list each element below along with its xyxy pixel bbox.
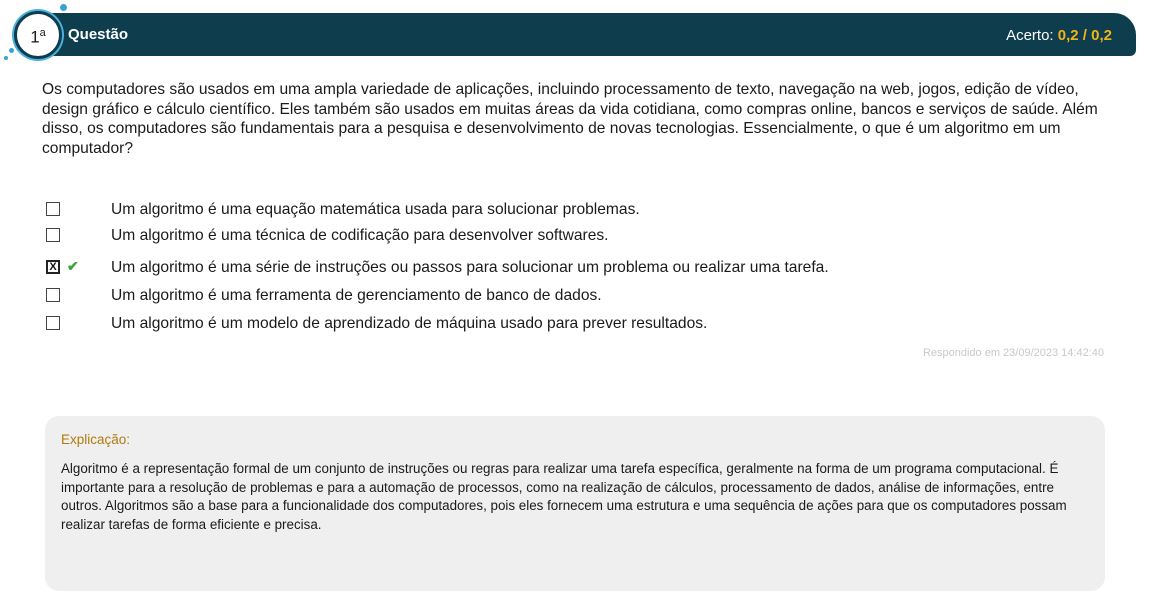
badge-decoration-dot bbox=[4, 56, 8, 60]
option-3[interactable] bbox=[46, 259, 1106, 279]
correct-check-icon: ✔ bbox=[67, 258, 79, 274]
option-checkbox[interactable] bbox=[46, 288, 60, 302]
question-text: Os computadores são usados em uma ampla variedade de aplicações, incluindo processamento de texto, navegação na web, jogos, edição de vídeo, design gráfico e cálculo científico. Eles também são usados em muitas áreas da vida cotidiana, como compras online, bancos e serviços de saúde. Além disso, os computadores são fundamentais para a pesquisa e desenvolvimento de novas tecnologias. Essencialmente, o que é um algoritmo em um computador? bbox=[42, 81, 1098, 157]
explanation-panel bbox=[45, 416, 1105, 591]
option-checkbox[interactable] bbox=[46, 202, 60, 216]
option-1[interactable] bbox=[46, 201, 1106, 221]
option-label: Um algoritmo é um modelo de aprendizado de máquina usado para prever resultados. bbox=[111, 315, 708, 332]
score-display bbox=[1006, 27, 1112, 44]
score-label: Acerto: bbox=[1006, 27, 1054, 44]
badge-decoration-dot bbox=[60, 4, 67, 11]
option-checkbox[interactable] bbox=[46, 228, 60, 242]
option-checkbox-checked[interactable]: X bbox=[46, 260, 60, 274]
answered-timestamp: Respondido em 23/09/2023 14:42:40 bbox=[922, 347, 1104, 359]
question-title: Questão bbox=[68, 26, 129, 43]
badge-decoration-dot bbox=[9, 48, 14, 53]
option-label: Um algoritmo é uma equação matemática usada para solucionar problemas. bbox=[111, 201, 640, 218]
question-number: 1$^a$ bbox=[30, 27, 46, 47]
question-number-badge bbox=[14, 11, 62, 59]
option-label: Um algoritmo é uma técnica de codificação para desenvolver softwares. bbox=[111, 227, 609, 244]
option-label: Um algoritmo é uma ferramenta de gerenciamento de banco de dados. bbox=[111, 287, 602, 304]
option-checkbox[interactable] bbox=[46, 316, 60, 330]
explanation-text: Algoritmo é a representação formal de um conjunto de instruções ou regras para realizar uma tarefa específica, geralmente na forma de um programa computacional. É importante para a resolução de problemas e para a automação de processos, como na realização de cálculos, processamento de dados, análise de informações, entre outros. Algoritmos são a base para a funcionalidade dos computadores, pois eles fornecem uma estrutura e uma sequência de ações para que os computadores possam realizar tarefas de forma eficiente e precisa. bbox=[61, 461, 1067, 533]
option-5[interactable] bbox=[46, 315, 1106, 335]
score-value: 0,2 / 0,2 bbox=[1057, 27, 1112, 44]
option-label: Um algoritmo é uma série de instruções ou passos para solucionar um problema ou realizar uma tarefa. bbox=[111, 259, 829, 276]
explanation-title: Explicação: bbox=[61, 432, 131, 447]
option-4[interactable] bbox=[46, 287, 1106, 307]
question-header bbox=[20, 13, 1136, 56]
option-2[interactable] bbox=[46, 227, 1106, 247]
